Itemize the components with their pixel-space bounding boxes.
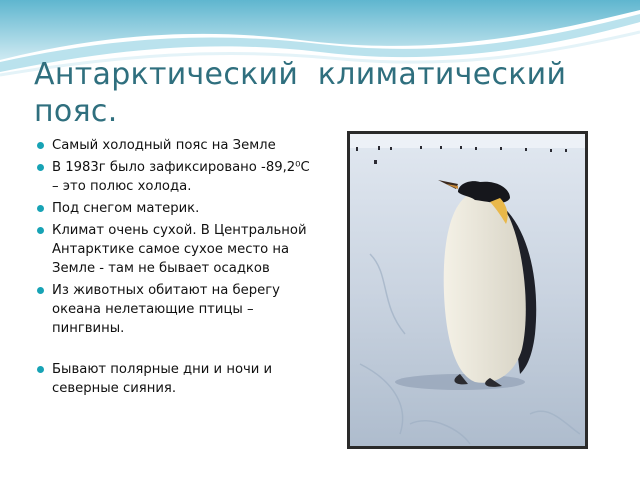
bullet-text: Климат очень сухой. В Центральной Антарктике самое сухое место на Земле - там не бывает осадков <box>52 223 307 276</box>
bullet-item <box>36 158 311 196</box>
bullet-icon <box>37 366 44 373</box>
bullet-icon <box>37 287 44 294</box>
bullet-list <box>36 136 311 401</box>
bullet-icon <box>37 164 44 171</box>
bullet-text: В 1983г было зафиксировано -89,2⁰С – это полюс холода. <box>52 160 310 194</box>
bullet-item <box>36 221 311 278</box>
bullet-item <box>36 281 311 338</box>
bullet-text: Из животных обитают на берегу океана нелетающие птицы – пингвины. <box>52 283 280 336</box>
penguin-photo <box>347 131 588 449</box>
bullet-icon <box>37 142 44 149</box>
bullet-item <box>36 136 311 155</box>
bullet-text: Самый холодный пояс на Земле <box>52 138 276 153</box>
bullet-text: Бывают полярные дни и ночи и северные сияния. <box>52 362 273 396</box>
bullet-icon <box>37 205 44 212</box>
bullet-item <box>36 360 311 398</box>
emperor-penguin-icon <box>350 134 585 446</box>
bullet-icon <box>37 227 44 234</box>
bullet-item <box>36 199 311 218</box>
bullet-text: Под снегом материк. <box>52 201 200 216</box>
slide-title: Антарктический климатический пояс. <box>34 57 567 129</box>
